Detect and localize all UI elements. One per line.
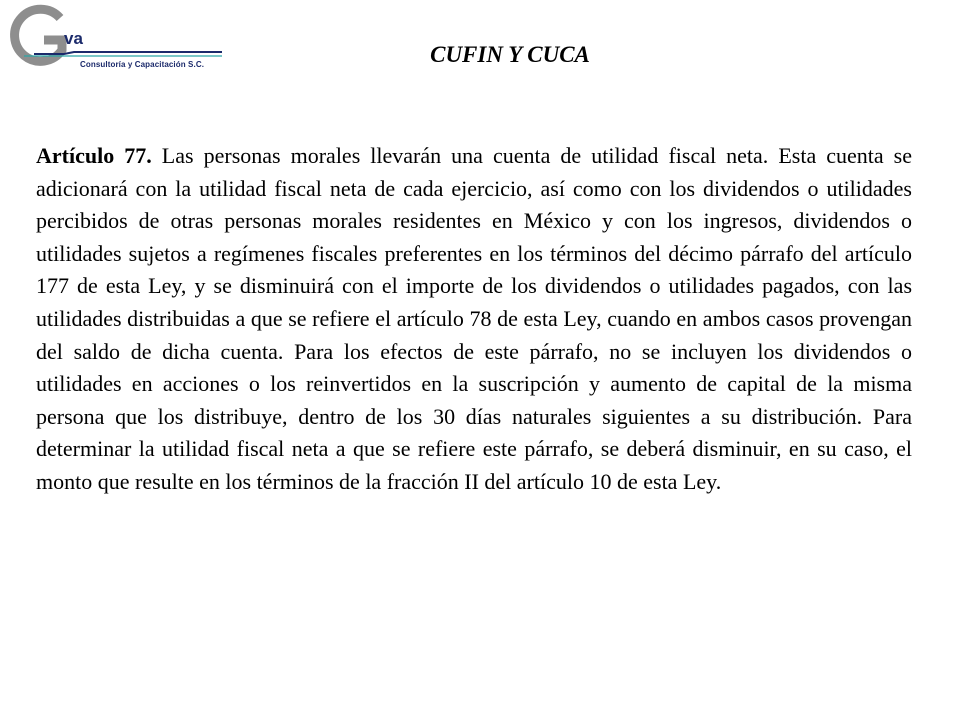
article-paragraph [36,140,912,499]
company-logo [4,4,234,74]
article-label: Artículo 77. [36,143,152,168]
article-body: Las personas morales llevarán una cuenta de utilidad fiscal neta. Esta cuenta se adicionará con la utilidad fiscal neta de cada ejercicio, así como con los dividendos o utilidades percibidos de otras personas morales residentes en México y con los ingresos, dividendos o utilidades sujetos a regímenes fiscales preferentes en los términos del décimo párrafo del artículo 177 de esta Ley, y se disminuirá con el importe de los dividendos o utilidades pagados, con las utilidades distribuidas a que se refiere el artículo 78 de esta Ley, cuando en ambos casos provengan del saldo de dicha cuenta. Para los efectos de este párrafo, no se incluyen los dividendos o utilidades en acciones o los reinvertidos en la suscripción y aumento de capital de la misma persona que los distribuye, dentro de los 30 días naturales siguientes a su distribución. Para determinar la utilidad fiscal neta a que se refiere este párrafo, se deberá disminuir, en su caso, el monto que resulte en los términos de la fracción II del artículo 10 de esta Ley. [36,143,913,494]
logo-caption: Consultoría y Capacitación S.C. [80,60,205,69]
logo-monogram-sub: va [64,29,83,48]
page-title: CUFIN Y CUCA [430,42,590,67]
